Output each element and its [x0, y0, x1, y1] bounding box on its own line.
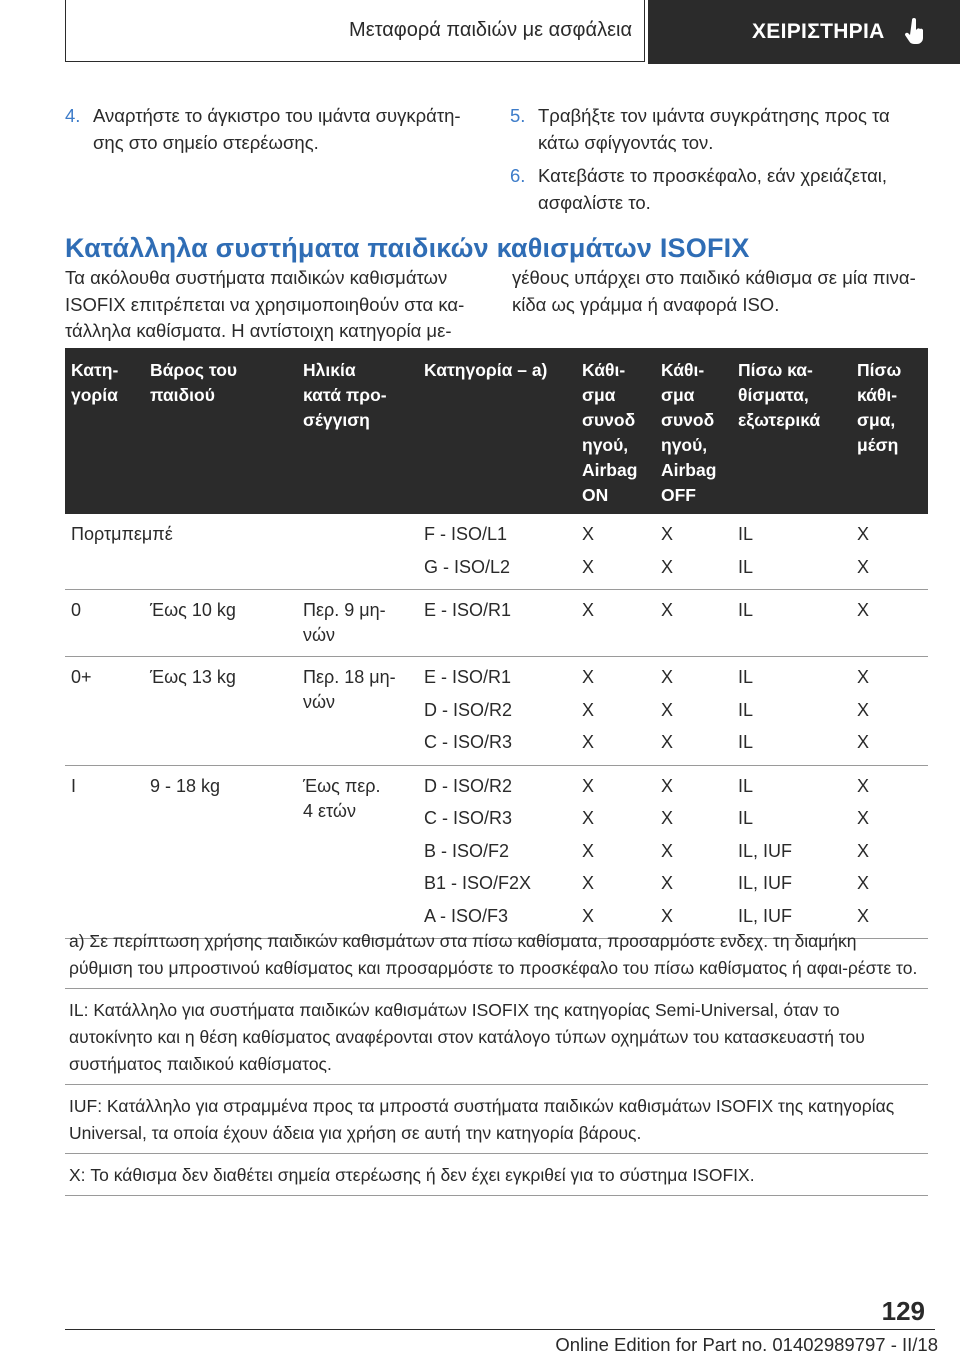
footer-divider — [65, 1329, 935, 1330]
table-cell-weight: 9 - 18 kg — [150, 775, 221, 796]
table-cell-off: X — [661, 556, 674, 577]
table-header-cell: Κατηγορία – a) — [424, 360, 548, 380]
table-cell-group: I — [71, 775, 77, 796]
table-cell-on: X — [582, 840, 595, 861]
table-cell-on: X — [582, 732, 595, 752]
table-header-cell: Κατη- γορία — [71, 360, 119, 405]
steps-left — [65, 102, 485, 162]
table-cell-middle: X — [857, 556, 870, 577]
table-cell-group: 0 — [71, 600, 82, 620]
table-cell-weight: Έως 10 kg — [150, 600, 236, 620]
table-cell-outer: IL — [738, 699, 754, 720]
step-text: Κατεβάστε το προσκέφαλο, εάν χρειάζεται, ασφαλίστε το. — [538, 165, 888, 213]
table-cell-off: X — [661, 667, 674, 687]
table-cell-cat: E - ISO/R1 — [424, 600, 512, 620]
table-cell-group: Πορτμπεμπέ — [71, 524, 173, 544]
table-cell-off: X — [661, 732, 674, 752]
step-text: Τραβήξτε τον ιμάντα συγκράτησης προς τα κάτω σφίγγοντάς τον. — [538, 105, 890, 153]
step-number: 5. — [510, 105, 526, 126]
table-cell-on: X — [582, 600, 595, 620]
intro-text-right: γέθους υπάρχει στο παιδικό κάθισμα σε μία πινα-κίδα ως γράμμα ή αναφορά ISO. — [512, 267, 916, 315]
table-note: IL: Κατάλληλο για συστήματα παιδικών καθισμάτων ISOFIX της κατηγορίας Semi-Universal, όταν το αυτοκίνητο και η θέση καθίσματος αναφέρονται στον κατάλογο τύπων οχημάτων του κατασκευαστή του συστήματος παιδικού καθίσματος. — [65, 989, 928, 1085]
table-cell-outer: IL, IUF — [738, 840, 793, 861]
table-header-cell: Κάθι- σμα συνοδ ηγού, Airbag ON — [582, 360, 638, 505]
table-header-cell: Ηλικία κατά προ- σέγγιση — [303, 360, 387, 430]
step-item — [510, 102, 930, 156]
chapter-label: ΧΕΙΡΙΣΤΗΡΙΑ — [752, 20, 885, 43]
table-cell-middle: X — [857, 524, 870, 544]
table-cell-off: X — [661, 699, 674, 720]
table-cell-on: X — [582, 873, 595, 893]
hand-pointer-icon — [903, 18, 927, 46]
intro-text-left: Τα ακόλουθα συστήματα παιδικών καθισμάτων ISOFIX επιτρέπεται να χρησιμοποιηθούν στα κα-τάλληλα καθίσματα. Η αντίστοιχη κατηγορία με- — [65, 267, 465, 341]
table-cell-weight: Έως 13 kg — [150, 667, 236, 687]
table-cell-on: X — [582, 524, 595, 544]
table-cell-age: Περ. 9 μη- νών — [303, 600, 386, 645]
table-cell-cat: F - ISO/L1 — [424, 524, 508, 544]
table-cell-middle: X — [857, 808, 870, 828]
table-cell-middle: X — [857, 732, 870, 752]
table-cell-cat: C - ISO/R3 — [424, 732, 513, 752]
table-cell-on: X — [582, 808, 595, 828]
steps-right — [510, 102, 930, 222]
table-cell-cat: B1 - ISO/F2X — [424, 873, 532, 893]
table-cell-off: X — [661, 840, 674, 861]
table-row — [65, 514, 928, 590]
step-number: 6. — [510, 165, 526, 186]
table-cell-middle: X — [857, 840, 870, 861]
table-row — [65, 590, 928, 657]
table-cell-off: X — [661, 808, 674, 828]
table-header-cell: Πίσω κάθι- σμα, μέση — [857, 360, 902, 455]
table-cell-outer: IL — [738, 667, 754, 687]
table-cell-on: X — [582, 775, 595, 796]
table-cell-age: Περ. 18 μη- νών — [303, 667, 396, 712]
section-label: Μεταφορά παιδιών με ασφάλεια — [349, 19, 632, 41]
table-note: IUF: Κατάλληλο για στραμμένα προς τα μπροστά συστήματα παιδικών καθισμάτων ISOFIX της κατηγορίας Universal, τα οποία έχουν άδεια για χρήση σε αυτή την κατηγορία βάρους. — [65, 1085, 928, 1154]
section-title: Κατάλληλα συστήματα παιδικών καθισμάτων ISOFIX — [65, 233, 750, 263]
table-row — [65, 766, 928, 940]
table-cell-off: X — [661, 873, 674, 893]
table-cell-off: X — [661, 600, 674, 620]
table-cell-outer: IL — [738, 524, 754, 544]
table-cell-middle: X — [857, 667, 870, 687]
table-cell-middle: X — [857, 699, 870, 720]
step-item — [510, 162, 930, 216]
table-cell-cat: B - ISO/F2 — [424, 840, 510, 861]
table-cell-outer: IL — [738, 732, 754, 752]
table-cell-outer: IL — [738, 600, 754, 620]
table-cell-outer: IL, IUF — [738, 873, 793, 893]
table-cell-group: 0+ — [71, 667, 92, 687]
table-cell-cat: A - ISO/F3 — [424, 905, 509, 926]
chapter-tab — [648, 0, 960, 64]
table-cell-on: X — [582, 905, 595, 926]
table-cell-cat: E - ISO/R1 — [424, 667, 512, 687]
page-number: 129 — [881, 1296, 925, 1326]
table-cell-outer: IL — [738, 775, 754, 796]
section-tab — [65, 0, 645, 62]
table-cell-outer: IL, IUF — [738, 905, 793, 926]
table-cell-on: X — [582, 556, 595, 577]
table-cell-cat: G - ISO/L2 — [424, 556, 511, 577]
table-cell-on: X — [582, 667, 595, 687]
table-header-cell: Πίσω κα- θίσματα, εξωτερικά — [738, 360, 821, 430]
table-cell-cat: D - ISO/R2 — [424, 775, 513, 796]
table-body — [65, 514, 928, 939]
table-row — [65, 657, 928, 766]
step-item — [65, 102, 485, 156]
table-notes — [65, 920, 928, 1196]
table-note: X: Το κάθισμα δεν διαθέτει σημεία στερέωσης ή δεν έχει εγκριθεί για το σύστημα ISOFIX. — [65, 1154, 928, 1196]
page-header — [65, 0, 960, 64]
footer-text: Online Edition for Part no. 01402989797 - II/18 — [555, 1334, 938, 1355]
table-cell-off: X — [661, 905, 674, 926]
table-cell-outer: IL — [738, 808, 754, 828]
table-header — [65, 348, 928, 514]
table-cell-off: X — [661, 775, 674, 796]
table-header-cell: Κάθι- σμα συνοδ ηγού, Airbag OFF — [661, 360, 717, 505]
table-cell-cat: C - ISO/R3 — [424, 808, 513, 828]
table-cell-cat: D - ISO/R2 — [424, 699, 513, 720]
table-cell-middle: X — [857, 905, 870, 926]
table-cell-age: Έως περ. 4 ετών — [303, 775, 381, 821]
table-cell-outer: IL — [738, 556, 754, 577]
step-text: Αναρτήστε το άγκιστρο του ιμάντα συγκράτη-σης στο σημείο στερέωσης. — [93, 105, 461, 153]
table-cell-on: X — [582, 699, 595, 720]
table-cell-middle: X — [857, 600, 870, 620]
table-cell-middle: X — [857, 775, 870, 796]
table-cell-middle: X — [857, 873, 870, 893]
table-cell-off: X — [661, 524, 674, 544]
isofix-table — [65, 348, 928, 939]
step-number: 4. — [65, 105, 81, 126]
table-header-cell: Βάρος του παιδιού — [150, 360, 238, 405]
table-note: a) Σε περίπτωση χρήσης παιδικών καθισμάτων στα πίσω καθίσματα, προσαρμόστε ενδεχ. τη διαμήκη ρύθμιση του μπροστινού καθίσματος και προσαρμόστε το προσκέφαλο του πίσω καθίσματος ή αφαι-ρέστε το. — [65, 920, 928, 989]
